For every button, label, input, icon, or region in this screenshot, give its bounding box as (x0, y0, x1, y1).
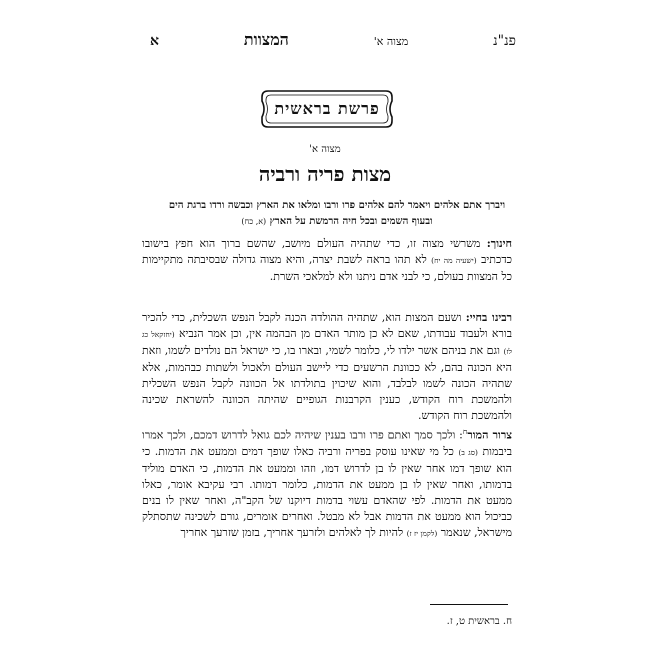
section-text: : ולכך סמך ואתם פרו ורבו בענין שיהיה לכם גואל לדרוש דמכם, ולכך אמרו ביבמות (142, 428, 512, 458)
footnote-marker: ח (462, 427, 468, 436)
footnote: ח. בראשית ט, ז. (446, 616, 512, 627)
footnote-divider (430, 604, 508, 605)
verse-text: ויברך אתם אלהים ויאמר להם אלהים פרו ורבו ומלאו את הארץ וכבשה ורדו ברגת הים ובעוף השמים ובכל חיה הרמשת על הארץ (168, 200, 506, 227)
verse-ref: (א, כח) (241, 217, 267, 226)
running-header (150, 30, 516, 54)
section-ref: (סג ב) (458, 447, 478, 457)
section-ref: (לקמן יז ז) (406, 528, 438, 538)
section-text: כל מי שאינו עוסק בפריה ורביה כאלו שופך דמים וממעט את הדמות. כי הוא שופך דמו אחר שאין לו בן לדרוש דמו, וזהו וממעט את הדמות, כי האדם מוליד בדמותו, ואחר שאין לו בן ממעט את הדמות, כלומר דמותו. רבי עקיבא אומר, כאלו ממעט את הדמות. לפי שהאדם עשוי בדמות דיוקנו של הקב"ה, ואחר שאין לו בנים כביכול הוא ממעט את הדמות אבל לא מבטל. ואחרים אומרים, גורם לשכינה שתסתלק מישראל, שנאמר (142, 444, 512, 539)
section-ref: (ישעיה מה יח) (431, 256, 477, 265)
mitzvah-name: מצות פריה ורביה (258, 162, 392, 186)
section-text: ושעם המצות הוא, שתהיה ההולדה הכנה לקבל הנפש השכלית, כדי להכיר בורא ולעבוד עבודתו, שאם לא כן מותר האדם מן הבהמה אין, וכן אמר הנביא (142, 311, 513, 340)
header-sub: מצוה א' (373, 35, 409, 48)
section-text: לא תהו בראה לשבת יצרה, והיא מצוה גדולה שבסיבתה מתקיימות כל המצוות בעולם, כי לבני אדם ניתנו ולא למלאכי השרת. (142, 253, 512, 283)
section-text: משרשי מצוה זו, כדי שתהיה העולם מיושב, שהשם ברוך הוא חפץ בישובו כדכתיב (142, 237, 512, 266)
parasha-frame (258, 87, 396, 131)
section-tzror-hamor (142, 424, 512, 542)
parasha-title: פרשת בראשית (274, 99, 380, 118)
header-prefix: פנ"נ (493, 33, 516, 49)
section-rabbeinu-bachya (142, 310, 512, 424)
verse-block (168, 198, 506, 230)
section-label: רבינו בחיי: (465, 311, 512, 324)
section-text: להיות לך לאלהים ולזרעך אחריך, בזמן שזרעך אחריך (180, 525, 404, 539)
header-page-letter: א (150, 33, 160, 49)
section-chinuch (142, 236, 512, 285)
section-ref: (יחזקאל כג לז) (142, 330, 512, 356)
header-book-title: המצוות (243, 30, 289, 49)
section-label: חינוך: (486, 237, 512, 250)
section-label: צרור המור (467, 428, 512, 442)
section-text: וגם את בניהם אשר ילדו לי, כלומר לשמי, ובארו בו, כי ישראל הם נולדים לשמו, וזאת היא הכונה בהם, לא ככוונת הרשעים כדי ליישב העולם ולאכול ולשתות כבהמות, אלא שתהיה הכונה לשמו לבלבד, והוא שיכוין בתולדתו אל הכוונה לקבל הנפש השכלית ולהמשכת רוח הקודש, כענין הקרבנות הגופיים שהיתה הכוונה להשראת שכינה ולהמשכת רוח הקודש. (142, 344, 512, 422)
mitzvah-number: מצוה א' (309, 144, 341, 155)
